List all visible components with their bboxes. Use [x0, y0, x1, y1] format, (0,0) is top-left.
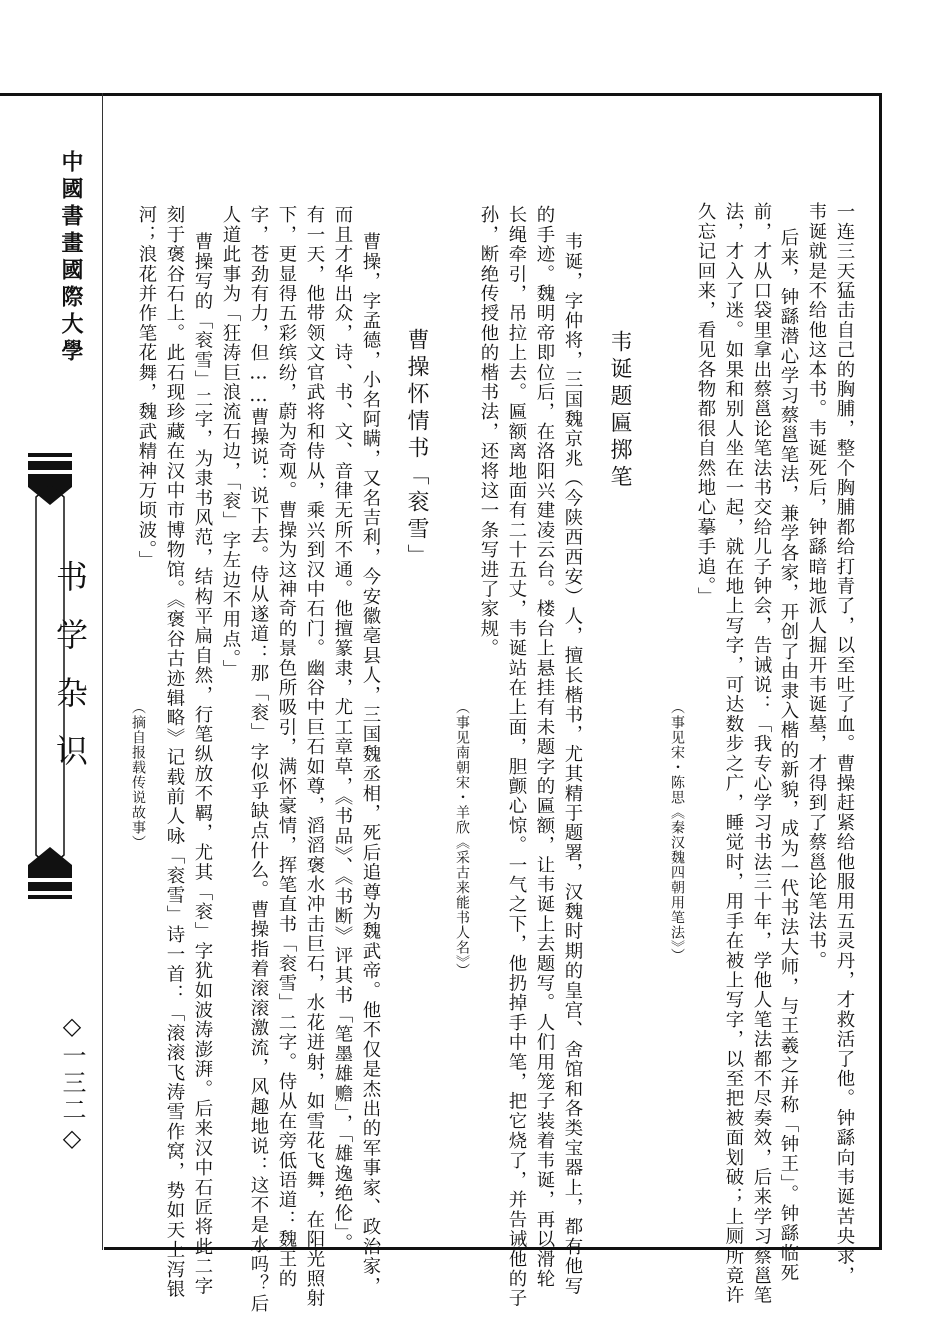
text-line: 韦诞，字仲将，三国魏京兆（今陕西西安）人，擅长楷书，尤其精于题署，汉魏时期的皇宫、舍馆和各类宝器上，都有他写 [562, 232, 583, 1296]
page-number: ◇一三二◇ [58, 1012, 86, 1155]
text-line: 的手迹。魏明帝即位后，在洛阳兴建凌云台。楼台上悬挂有未题字的匾额，让韦诞上去题写。人们用笼子装着韦诞，再以滑轮 [534, 205, 555, 1289]
text-line: 前，才从口袋里拿出蔡邕论笔法书交给儿子钟会，告诫说：「我专心学习书法三十年，学他人笔法都不尽奏效，后来学习蔡邕笔 [751, 202, 772, 1306]
text-line: 河；浪花并作笔花舞，魏武精神万顷波。」 [136, 205, 157, 571]
source-note: （摘自报载传说故事） [130, 700, 146, 850]
text-line: 韦诞就是不给他这本书。韦诞死后，钟繇暗地派人掘开韦诞墓，才得到了蔡邕论笔法书。 [806, 202, 827, 971]
text-line: 曹操，字孟德，小名阿瞒，又名吉利，今安徽亳县人，三国魏丞相，死后追尊为魏武帝。他不仅是杰出的军事家、政治家， [360, 232, 381, 1296]
text-line: 久忘记回来，看见各物都很自然地心摹手追。」 [695, 202, 716, 607]
university-name: 中國書畫國際大學 [58, 150, 84, 366]
text-line: 下，更显得五彩缤纷，蔚为奇观。曹操为这神奇的景色所吸引，满怀豪情，挥笔直书「衮雪」二字。侍从在旁低语道：魏王的 [276, 205, 297, 1289]
page-frame-right [879, 93, 882, 1250]
text-line: 字，苍劲有力，但……曹操说：说下去。侍从遂道：那「衮」字似乎缺点什么。曹操指着滚滚激流，风趣地说：这不是水吗？后 [248, 205, 269, 1314]
section-title: 书学杂识 [51, 560, 89, 792]
source-note: （事见南朝宋・羊欣《采古来能书人名》） [454, 700, 470, 978]
text-line: 曹操写的「衮雪」二字，为隶书风范，结构平扁自然，行笔纵放不羁，尤其「衮」字犹如波涛澎湃。后来汉中石匠将此二字 [192, 232, 213, 1296]
text-line: 刻于褒谷石上。此石现珍藏在汉中市博物馆。《褒谷古迹辑略》记载前人咏「衮雪」诗一首：「滚滚飞涛雪作窝，势如天上泻银 [164, 205, 185, 1299]
text-line: 法，才入了迷。如果和别人坐在一起，就在地上写字，可达数步之广，睡觉时，用手在被上写字，以至把被面划破；上厕所竟许 [723, 202, 744, 1306]
text-line: 而且才华出众，诗、书、文、音律无所不通。他擅篆隶，尤工章草，《书品》、《书断》评其书「笔墨雄赡」，「雄逸绝伦」。 [332, 205, 353, 1253]
text-line: 有一天，他带领文官武将和侍从，乘兴到汉中石门。幽谷中巨石如尊，滔滔褒水冲击巨石，水花迸射，如雪花飞舞，在阳光照射 [304, 205, 325, 1309]
article-title: 韦诞题匾掷笔 [607, 330, 632, 492]
text-line: 孙，断绝传授他的楷书法，还将这一条写进了家规。 [478, 205, 499, 659]
text-line: 后来，钟繇潜心学习蔡邕笔法，兼学各家，开创了由隶入楷的新貌，成为一代书法大师，与王羲之并称「钟王」。钟繇临死 [778, 228, 799, 1283]
page-frame-top [0, 93, 882, 96]
source-note: （事见宋・陈思《秦汉魏四朝用笔法》） [669, 700, 685, 963]
text-line: 长绳牵引，吊拉上去。匾额离地面有二十五丈，韦诞站在上面，胆颤心惊。一气之下，他扔掉手中笔，把它烧了，并告诫他的子 [506, 205, 527, 1309]
text-line: 一连三天猛击自己的胸脯，整个胸脯都给打青了，以至吐了血。曹操赶紧给他服用五灵丹，才救活了他。钟繇向韦诞苦央求， [834, 202, 855, 1286]
text-line: 人道此事为「狂涛巨浪流石边，「衮」字左边不用点。」 [220, 205, 241, 680]
article-title: 曹操怀情书「衮雪」 [404, 328, 429, 571]
